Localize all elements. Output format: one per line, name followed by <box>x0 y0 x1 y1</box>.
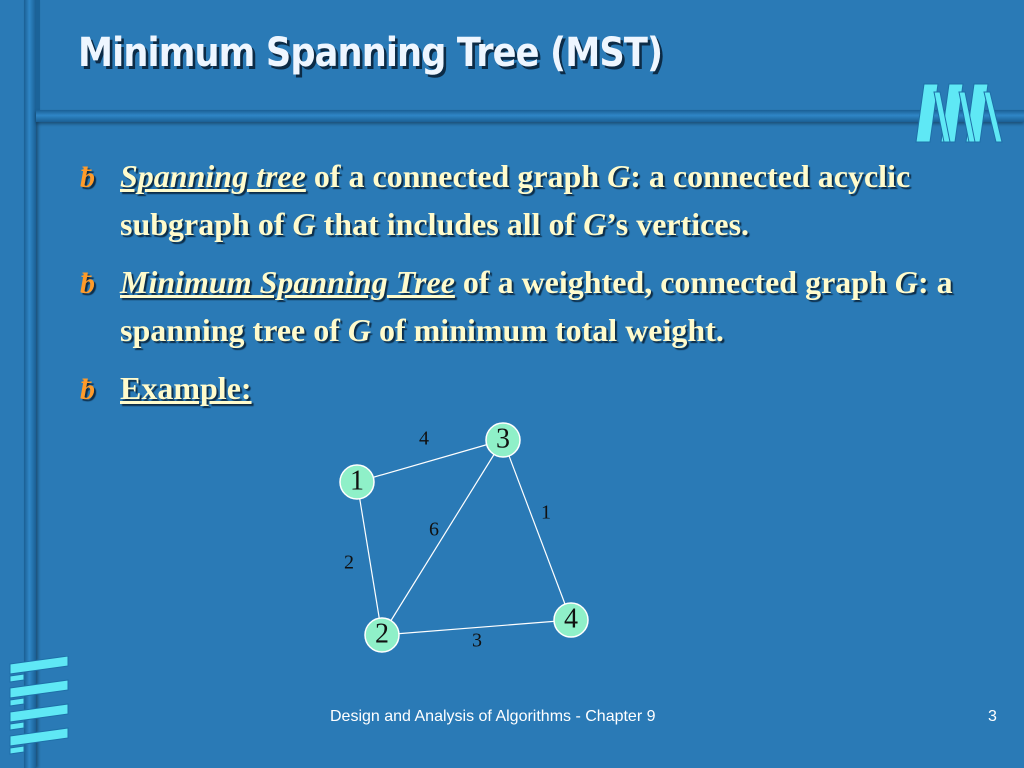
bullet-marker-icon: ƀ <box>80 267 95 300</box>
term-minimum-spanning-tree: Minimum Spanning Tree <box>120 264 455 300</box>
graph-symbol: G <box>347 312 371 348</box>
graph-node-4 <box>554 603 588 637</box>
graph-symbol: G <box>894 264 918 300</box>
edge-weight-1-3: 4 <box>419 427 429 450</box>
graph-symbol: G <box>583 206 607 242</box>
footer-text: Design and Analysis of Algorithms - Chapter 9 <box>330 708 656 725</box>
graph-node-2 <box>365 618 399 652</box>
edge-3-4 <box>503 440 571 620</box>
edge-1-2 <box>357 482 382 635</box>
page-number: 3 <box>988 708 997 725</box>
edge-weight-3-4: 1 <box>541 501 551 524</box>
bullet-text: of a connected graph <box>305 158 608 194</box>
term-spanning-tree: Spanning tree <box>120 158 306 194</box>
bullet-text: that includes all of <box>315 206 584 242</box>
graph-node-3 <box>486 423 520 457</box>
graph-symbol: G <box>607 158 631 194</box>
graph-nodes <box>340 423 588 652</box>
node-label: 2 <box>375 618 389 650</box>
bullet-text: of a weighted, connected graph <box>454 264 895 300</box>
edge-weight-2-4: 3 <box>472 629 482 652</box>
bullet-marker-icon: ƀ <box>80 161 95 194</box>
node-label: 3 <box>496 423 510 455</box>
example-label: Example: <box>120 370 252 406</box>
graph-node-1 <box>340 465 374 499</box>
bullet-text: of minimum total weight. <box>370 312 724 348</box>
bullet-text: : a spanning tree of <box>120 264 953 348</box>
node-label: 4 <box>564 603 578 635</box>
node-label: 1 <box>350 465 364 497</box>
graph-edges <box>357 440 571 635</box>
graph-symbol: G <box>292 206 316 242</box>
edge-weight-1-2: 2 <box>344 551 354 574</box>
bullet-text: : a connected acyclic subgraph of <box>120 158 911 242</box>
bullet-text: ’s vertices. <box>606 206 750 242</box>
slide-title: Minimum Spanning Tree (MST) <box>78 30 663 76</box>
edge-weight-2-3: 6 <box>429 518 439 541</box>
bullet-marker-icon: ƀ <box>80 373 95 406</box>
